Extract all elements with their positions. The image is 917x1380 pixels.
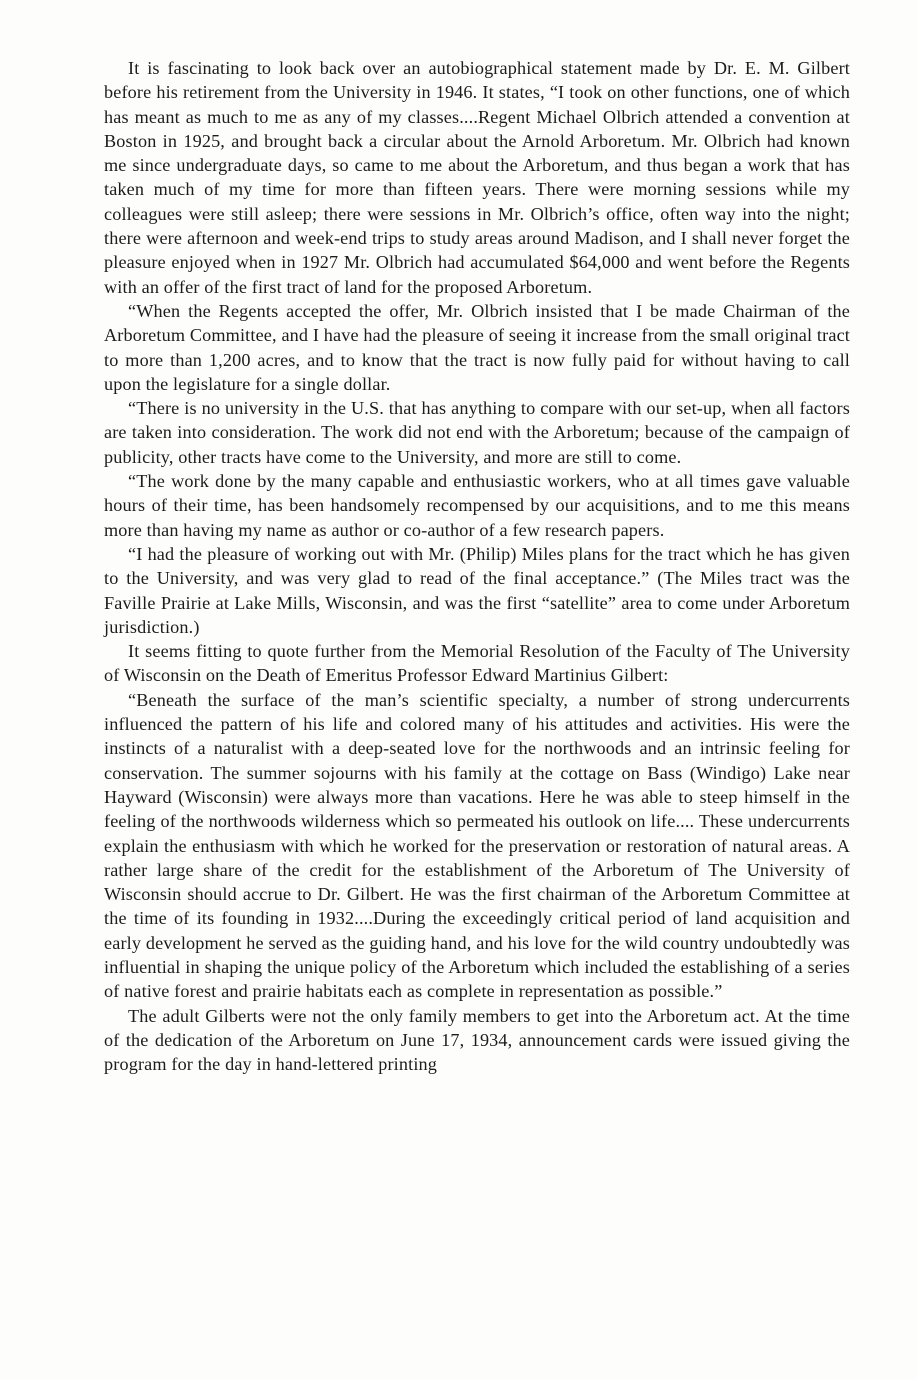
paragraph-3: “There is no university in the U.S. that has anything to compare with our set-up, when all factors are taken into consideration. The work did not end with the Arboretum; because of the campaign of publicity, other tracts have come to the University, and more are still to come. xyxy=(104,398,850,467)
paragraph-2: “When the Regents accepted the offer, Mr. Olbrich insisted that I be made Chairman of the Arboretum Committee, and I have had the pleasure of seeing it increase from the small original tract to more than 1,200 acres, and to know that the tract is now fully paid for without having to call upon the legislature for a single dollar. xyxy=(104,300,850,394)
paragraph-6: It seems fitting to quote further from the Memorial Resolution of the Faculty of The University of Wisconsin on the Death of Emeritus Professor Edward Martinius Gilbert: xyxy=(104,641,850,686)
paragraph-8: The adult Gilberts were not the only family members to get into the Arboretum act. At the time of the dedication of the Arboretum on June 17, 1934, announcement cards were issued giving the program for the day in hand-lettered printing xyxy=(104,1005,850,1075)
paragraph-1: It is fascinating to look back over an autobiographical statement made by Dr. E. M. Gilbert before his retirement from the University in 1946. It states, “I took on other functions, one of which has meant as much to me as any of my classes....Regent Michael Olbrich attended a convention at Boston in 1925, and brought back a circular about the Arnold Arboretum. Mr. Olbrich had known me since undergraduate days, so came to me about the Arboretum, and thus began a work that has taken much of my time for more than fifteen years. There were morning sessions while my colleagues were still asleep; there were sessions in Mr. Olbrich’s office, often way into the night; there were afternoon and week-end trips to study areas around Madison, and I shall never forget the pleasure enjoyed when in 1927 Mr. Olbrich had accumulated $64,000 and went before the Regents with an offer of the first tract of land for the proposed Arboretum. xyxy=(104,58,850,297)
paragraph-7: “Beneath the surface of the man’s scientific specialty, a number of strong undercurrents influenced the pattern of his life and colored many of his attitudes and activities. His were the instincts of a naturalist with a deep-seated love for the northwoods and an intrinsic feeling for conservation. The summer sojourns with his family at the cottage on Bass (Windigo) Lake near Hayward (Wisconsin) were always more than vacations. Here he was able to steep himself in the feeling of the northwoods wilderness which so permeated his outlook on life.... These undercurrents explain the enthusiasm with which he worked for the preservation or restoration of natural areas. A rather large share of the credit for the establishment of the Arboretum of The University of Wisconsin should accrue to Dr. Gilbert. He was the first chairman of the Arboretum Committee at the time of its founding in 1932....During the exceedingly critical period of land acquisition and early development he served as the guiding hand, and his love for the wild country undoubtedly was influential in shaping the unique policy of the Arboretum which included the establishing of a series of native forest and prairie habitats each as complete in representation as possible.” xyxy=(104,689,850,1002)
paragraph-4: “The work done by the many capable and enthusiastic workers, who at all times gave valuable hours of their time, has been handsomely recompensed by our acquisitions, and to me this means more than having my name as author or co-author of a few research papers. xyxy=(104,471,850,540)
paragraph-5: “I had the pleasure of working out with Mr. (Philip) Miles plans for the tract which he has given to the University, and was very glad to read of the final acceptance.” (The Miles tract was the Faville Prairie at Lake Mills, Wisconsin, and was the first “satellite” area to come under Arboretum jurisdiction.) xyxy=(104,543,850,637)
body-text xyxy=(104,56,850,1076)
